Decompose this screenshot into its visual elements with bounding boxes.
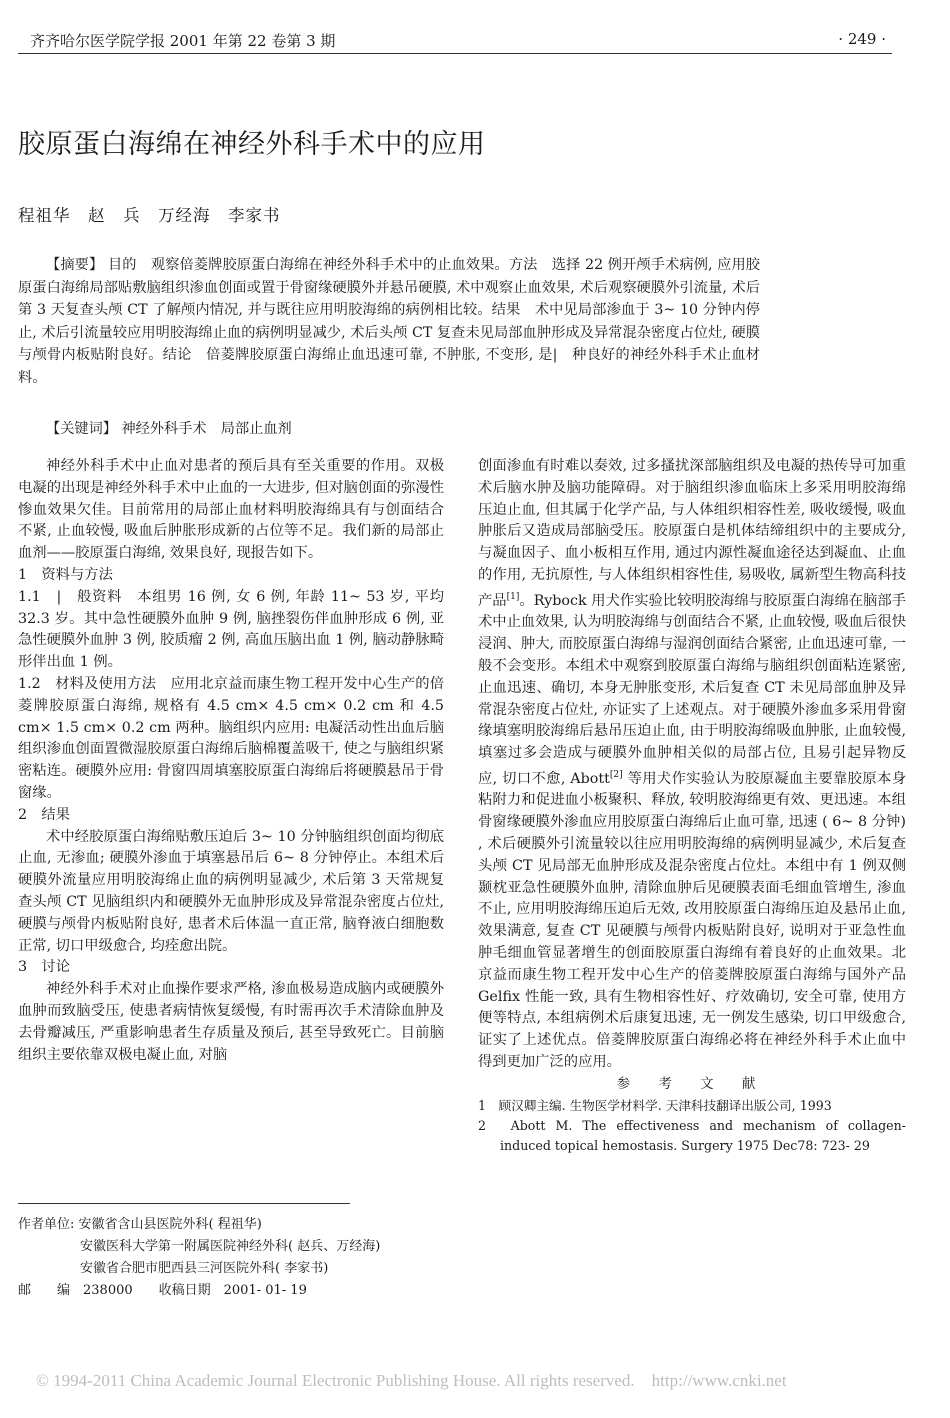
copyright-watermark: © 1994-2011 China Academic Journal Electronic Publishing House. All rights reserved. http://www.cnki.net xyxy=(36,1371,787,1390)
authors: 程祖华 赵 兵 万经海 李家书 xyxy=(18,206,281,225)
footnote-rule xyxy=(18,1203,350,1204)
keywords-label: 【关键词】 xyxy=(46,421,117,437)
left-column xyxy=(18,456,444,1066)
section-1-heading: 1 资料与方法 xyxy=(18,566,113,583)
references-heading: 参 考 文 献 xyxy=(616,1075,768,1092)
reference-item: 2 Abott M. The effectiveness and mechanism of collagen- induced topical hemostasis. Surgery 1975 Dec78: 723- 29 xyxy=(478,1117,906,1153)
postal-and-date: 邮 编 238000 收稿日期 2001- 01- 19 xyxy=(18,1283,307,1298)
author-affiliation-3: 安徽省合肥市肥西县三河医院外科( 李家书) xyxy=(80,1261,329,1276)
abstract xyxy=(18,254,760,390)
header-rule xyxy=(18,53,892,54)
abstract-text: 目的 观察倍菱牌胶原蛋白海绵在神经外科手术中的止血效果。方法 选择 22 例开颅手术病例, 应用胶原蛋白海绵局部贴敷脑组织渗血创面或置于骨窗缘硬膜外并悬吊硬膜, 术中观察止血效果, 术后观察硬膜外引流量, 术后第 3 天复查头颅 CT 了解颅内情况, 并与既往应用明胶海绵的病例相比较。结果 术中见局部渗血于 3~ 10 分钟内停止, 术后引流量较应用明胶海绵止血的病例明显减少, 术后头颅 CT 复查未见局部血肿形成及异常混杂密度占位灶, 硬膜与颅骨内板贴附良好。结论 倍菱牌胶原蛋白海绵止血迅速可靠, 不肿胀, 不变形, 是| 种良好的神经外科手术止血材料。 xyxy=(18,257,760,386)
article-title: 胶原蛋白海绵在神经外科手术中的应用 xyxy=(18,129,486,160)
journal-header: 齐齐哈尔医学院学报 2001 年第 22 卷第 3 期 xyxy=(30,32,336,50)
keywords-text: 神经外科手术 局部止血剂 xyxy=(121,421,292,437)
footnote xyxy=(18,1214,380,1302)
section-3-heading: 3 讨论 xyxy=(18,959,70,976)
section-3-text: 神经外科手术对止血操作要求严格, 渗血极易造成脑内或硬膜外血肿而致脑受压, 使患者病情恢复缓慢, 有时需再次手术清除血肿及去骨瓣减压, 严重影响患者生存质量及预后, 甚至导致死亡。目前脑组织主要依靠双极电凝止血, 对脑 xyxy=(18,981,444,1063)
reference-item: 1 顾汉卿主编. 生物医学材料学. 天津科技翻译出版公司, 1993 xyxy=(478,1097,832,1113)
author-affiliation-1: 作者单位: 安徽省含山县医院外科( 程祖华) xyxy=(18,1217,262,1232)
discussion-continued: 创面渗血有时难以奏效, 过多搔扰深部脑组织及电凝的热传导可加重术后脑水肿及脑功能障碍。对于脑组织渗血临床上多采用明胶海绵压迫止血, 但其属于化学产品, 与人体组织相容性差, 吸收缓慢, 吸血肿胀后又造成局部脑受压。胶原蛋白是机体结缔组织中的主要成分, 与凝血因子、血小板相互作用, 通过内源性凝血途径达到凝血、止血的作用, 无抗原性, 与人体组织相容性佳, 易吸收, 属新型生物高科技产品[1]。Rybock 用犬作实验比较明胶海绵与胶原蛋白海绵在脑部手术中止血效果, 认为明胶海绵与创面结合不紧, 止血较慢, 吸血后很快浸润、肿大, 而胶原蛋白海绵与湿润创面结合紧密, 止血迅速可靠, 一般不会变形。本组术中观察到胶原蛋白海绵与脑组织创面粘连紧密, 止血迅速、确切, 本身无肿胀变形, 术后复查 CT 未见局部血肿及异常混杂密度占位灶, 亦证实了上述观点。对于硬膜外渗血多采用骨窗缘填塞明胶海绵后悬吊压迫止血, 由于明胶海绵吸血肿胀, 止血较慢, 填塞过多会造成与硬膜外血肿相关似的局部占位, 且易引起异物反应, 切口不愈, Abott[2] 等用犬作实验认为胶原凝血主要靠胶原本身粘附力和促进血小板聚积、释放, 较明胶海绵更有效、更迅速。本组骨窗缘硬膜外渗血应用胶原蛋白海绵后止血可靠, 迅速 ( 6~ 8 分钟) , 术后硬膜外引流量较以往应用明胶海绵的病例明显减少, 术后复查头颅 CT 见局部无血肿形成及混杂密度占位灶。本组中有 1 例双侧颞枕亚急性硬膜外血肿, 清除血肿后见硬膜表面毛细血管增生, 渗血不止, 应用明胶海绵压迫后无效, 改用胶原蛋白海绵压迫及悬吊止血, 效果满意, 复查 CT 见硬膜与颅骨内板贴附良好, 说明对于亚急性血肿毛细血管显著增生的创面胶原蛋白海绵有着良好的止血效果。北京益而康生物工程开发中心生产的倍菱牌胶原蛋白海绵与国外产品 Gelfix 性能一致, 具有生物相容性好、疗效确切, 安全可靠, 使用方便等特点, 本组病例术后康复迅速, 无一例发生感染, 切口甲级愈合, 证实了上述优点。倍菱牌胶原蛋白海绵必将在神经外科手术止血中得到更加广泛的应用。 xyxy=(478,458,907,1071)
right-column xyxy=(478,456,906,1156)
keywords xyxy=(46,418,292,438)
intro-paragraph: 神经外科手术中止血对患者的预后具有至关重要的作用。双极电凝的出现是神经外科手术中止血的一大进步, 但对脑创面的弥漫性惨血效果欠佳。目前常用的局部止血材料明胶海绵具有与创面结合不紧, 止血较慢, 吸血后肿胀形成新的占位等不足。我们新的局部止血剂——胶原蛋白海绵, 效果良好, 现报告如下。 xyxy=(18,458,444,562)
section-1-2: 1.2 材料及使用方法 应用北京益而康生物工程开发中心生产的倍菱牌胶原蛋白海绵, 规格有 4.5 cm× 4.5 cm× 0.2 cm 和 4.5 cm× 1.5 cm× 0.2 cm 两种。脑组织内应用: 电凝活动性出血后脑组织渗血创面置微湿胶原蛋白海绵后脑棉覆盖吸干, 使之与脑组织紧密粘连。硬膜外应用: 骨窗四周填塞胶原蛋白海绵后将硬膜悬吊于骨窗缘。 xyxy=(18,675,444,801)
author-affiliation-2: 安徽医科大学第一附属医院神经外科( 赵兵、万经海) xyxy=(80,1239,381,1254)
section-1-1: 1.1 | 般资料 本组男 16 例, 女 6 例, 年龄 11~ 53 岁, 平均 32.3 岁。其中急性硬膜外血肿 9 例, 脑挫裂伤伴血肿形成 6 例, 亚急性硬膜外血肿 3 例, 胶质瘤 2 例, 高血压脑出血 1 例, 脑动静脉畸形伴出血 1 例。 xyxy=(18,588,444,671)
abstract-label: 【摘要】 xyxy=(46,257,104,273)
page-number: · 249 · xyxy=(838,30,886,48)
citation-1: [1] xyxy=(506,591,520,602)
citation-2: [2] xyxy=(609,769,623,780)
section-2-text: 术中经胶原蛋白海绵贴敷压迫后 3~ 10 分钟脑组织创面均彻底止血, 无渗血; 硬膜外渗血于填塞悬吊后 6~ 8 分钟停止。本组术后硬膜外流量应用明胶海绵止血的病例明显减少, 术后第 3 天常规复查头颅 CT 见脑组织内和硬膜外无血肿形成及异常混杂密度占位灶, 硬膜与颅骨内板贴附良好, 患者术后体温一直正常, 脑脊液白细胞数正常, 切口甲级愈合, 均痊愈出院。 xyxy=(18,828,444,954)
section-2-heading: 2 结果 xyxy=(18,806,70,823)
